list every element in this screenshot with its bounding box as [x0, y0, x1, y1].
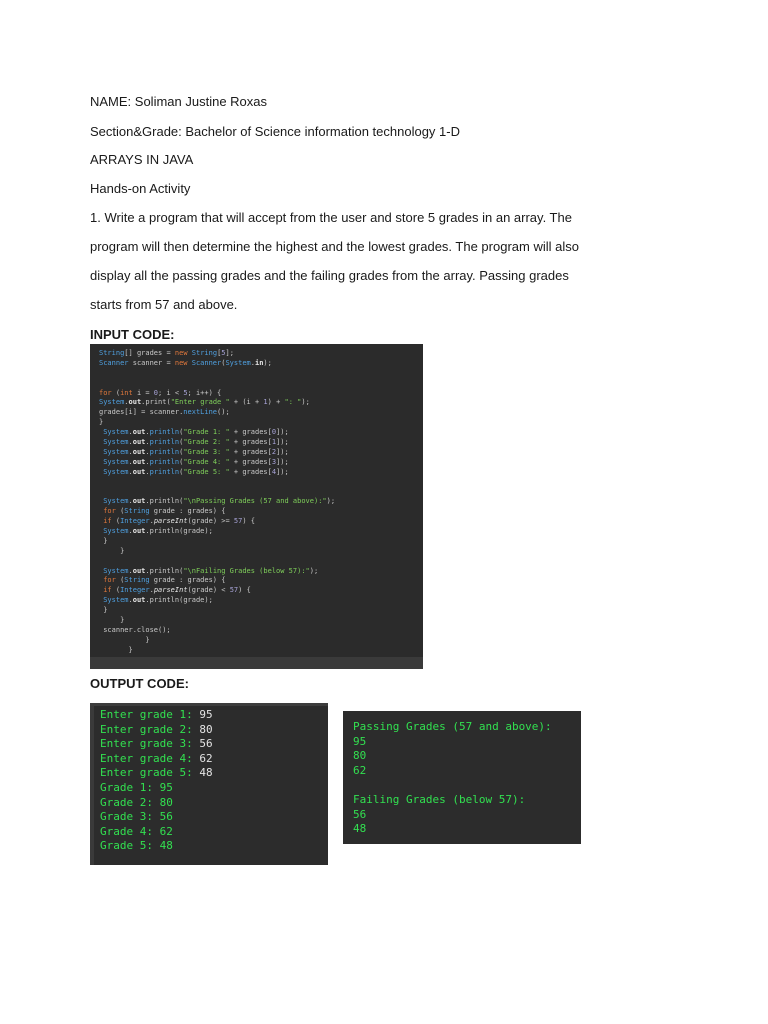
console-line-token: 56 [199, 737, 213, 751]
console-line [353, 778, 552, 793]
code-line-token: . [128, 457, 133, 466]
code-line [99, 596, 335, 606]
code-line-token: grade : grades) { [149, 507, 226, 516]
code-line-token: i = [136, 388, 154, 397]
console-line-token: 62 [199, 751, 213, 765]
console-line-token: 62 [353, 763, 367, 777]
code-line [99, 408, 335, 418]
code-line-token: 57 [233, 517, 243, 526]
console-line-token: Enter grade 4: [100, 751, 200, 765]
code-line-token: System [103, 566, 129, 575]
code-line-token: . [149, 517, 154, 526]
code-line-token: . [145, 457, 150, 466]
code-line-token: parseInt [153, 517, 188, 526]
code-line [99, 567, 335, 577]
console-line-token: Enter grade 5: [100, 766, 200, 780]
code-line-token: scanner.close(); [99, 625, 171, 634]
code-line-token: . [145, 527, 150, 536]
console-line-token: 95 [353, 734, 367, 748]
code-line-token: ]; [225, 349, 234, 357]
console-line-token: Enter grade 1: [100, 708, 200, 721]
code-line-token: ]); [276, 428, 289, 437]
code-line-token: "Grade 3: " [183, 447, 230, 456]
code-line-token: . [128, 527, 133, 536]
code-line-token: } [99, 546, 125, 555]
code-line-token: ]); [276, 457, 289, 466]
code-line [99, 458, 335, 468]
console-line-token: Grade 3: 56 [100, 810, 173, 824]
code-line-token: ) { [242, 517, 255, 526]
code-line-token: (grade) >= [187, 517, 234, 526]
code-line-token: 1 [271, 438, 277, 447]
code-line [99, 478, 335, 488]
code-line-token: + grades[ [229, 467, 272, 476]
console-line [100, 810, 213, 825]
code-line [99, 379, 335, 389]
code-line [99, 646, 335, 656]
code-line [99, 438, 335, 448]
code-line-token: System [103, 527, 129, 536]
console-line-token: Grade 2: 80 [100, 795, 173, 809]
console-line-token: 56 [353, 807, 367, 821]
console-line [100, 737, 213, 752]
code-line-token: ( [115, 586, 121, 595]
code-line-token: ( [120, 576, 125, 585]
code-line [99, 448, 335, 458]
code-line-token: } [99, 536, 108, 545]
code-line-token: ( [179, 428, 184, 437]
code-line-token: "Enter grade " [170, 398, 230, 407]
code-line-token: print( [145, 398, 171, 407]
code-line [99, 636, 335, 646]
editor-scrollbar [90, 657, 423, 669]
question-line: 1. Write a program that will accept from the user and store 5 grades in an array. The [90, 210, 572, 225]
code-listing [99, 349, 335, 656]
code-line [99, 557, 335, 567]
code-line-token: if [103, 586, 116, 595]
code-line-token: + grades[ [229, 428, 272, 437]
code-line-token: int [120, 388, 137, 397]
code-line-token: ); [309, 566, 319, 575]
code-line-token: out [132, 596, 146, 605]
code-line-token: new [174, 349, 192, 357]
code-line-token: 57 [229, 586, 239, 595]
code-line-token: + grades[ [229, 447, 272, 456]
console-line [100, 839, 213, 854]
code-line-token: [] [124, 349, 137, 357]
code-line-token: . [128, 596, 133, 605]
code-line-token: System [103, 428, 129, 437]
code-line [99, 517, 335, 527]
code-line-token: ]); [276, 467, 289, 476]
code-line-token: ) + [267, 398, 285, 407]
console-line [100, 781, 213, 796]
code-line-token: ( [179, 457, 184, 466]
code-line-token: ); [263, 358, 272, 367]
code-line-token: parseInt [153, 586, 188, 595]
code-line-token: } [99, 418, 104, 427]
code-line-token: "Grade 1: " [183, 428, 230, 437]
code-line-token: scanner = [128, 358, 175, 367]
code-line-token: ]); [276, 438, 289, 447]
code-line-token: ( [120, 507, 125, 516]
code-line-token: println(grade); [149, 596, 213, 605]
code-line-token: 0 [153, 388, 159, 397]
activity-title: Hands-on Activity [90, 181, 191, 196]
console-line-token: Grade 4: 62 [100, 824, 173, 838]
code-line-token: ; i++) { [187, 388, 222, 397]
console-output-left [90, 703, 328, 865]
code-line-token: nextLine [183, 408, 218, 417]
code-line-token: . [145, 566, 150, 575]
code-line-token: out [132, 457, 146, 466]
code-line-token: "Grade 4: " [183, 457, 230, 466]
console-line-token: 80 [199, 722, 213, 736]
code-line [99, 398, 335, 408]
code-line-token: . [124, 398, 129, 407]
code-line [99, 369, 335, 379]
code-line [99, 418, 335, 428]
code-line-token: ( [115, 517, 121, 526]
console-line-token: Enter grade 2: [100, 722, 200, 736]
code-line-token: out [132, 497, 146, 506]
code-line-token: . [128, 447, 133, 456]
console-line [100, 723, 213, 738]
code-line [99, 606, 335, 616]
code-line-token: ); [326, 497, 336, 506]
code-line-token: ); [301, 398, 310, 407]
code-line-token: (grade) < [187, 586, 230, 595]
code-line-token: 0 [271, 428, 277, 437]
code-line-token: System [103, 447, 129, 456]
code-line-token: ( [179, 447, 184, 456]
console-line-token: 95 [199, 708, 213, 721]
code-line [99, 349, 335, 359]
code-line-token: grades[i] = scanner. [99, 408, 184, 417]
code-line-token: . [145, 497, 150, 506]
code-line-token: "\nPassing Grades (57 and above):" [183, 497, 327, 506]
console-line-token: 48 [353, 822, 367, 836]
code-line-token: in [254, 358, 264, 367]
code-line [99, 616, 335, 626]
topic-title: ARRAYS IN JAVA [90, 152, 194, 167]
section-grade: Section&Grade: Bachelor of Science information technology 1-D [90, 124, 460, 139]
code-line-token: ( [221, 358, 226, 367]
code-line-token: String [124, 576, 150, 585]
code-line-token: out [132, 428, 146, 437]
console-line [353, 735, 552, 750]
code-line-token: . [128, 467, 133, 476]
code-line-token: . [145, 428, 150, 437]
code-line-token: . [128, 497, 133, 506]
code-line [99, 586, 335, 596]
code-line-token: . [250, 358, 255, 367]
code-line-token: System [103, 497, 129, 506]
input-code-screenshot [90, 344, 423, 669]
code-line [99, 497, 335, 507]
code-line-token: println [149, 438, 180, 447]
question-line: starts from 57 and above. [90, 297, 238, 312]
code-line-token: ( [179, 467, 184, 476]
code-line-token: (); [217, 408, 230, 417]
console-output-right [343, 711, 581, 844]
console-line [353, 822, 552, 837]
console-line [100, 752, 213, 767]
code-line [99, 428, 335, 438]
code-line-token: System [103, 467, 129, 476]
question-line: program will then determine the highest and the lowest grades. The program will also [90, 239, 579, 254]
code-line [99, 507, 335, 517]
code-line [99, 389, 335, 399]
code-line-token: ": " [284, 398, 302, 407]
code-line-token: } [99, 635, 150, 644]
code-line-token: } [99, 616, 125, 625]
code-line-token: grade : grades) { [149, 576, 226, 585]
code-line-token: . [145, 467, 150, 476]
code-line-token: for [99, 388, 116, 397]
question-line: display all the passing grades and the failing grades from the array. Passing grades [90, 268, 569, 283]
code-line-token: . [145, 438, 150, 447]
input-code-label: INPUT CODE: [90, 327, 175, 342]
console-line [353, 764, 552, 779]
code-line-token: grades [136, 349, 163, 357]
code-line-token: ; i < [158, 388, 184, 397]
code-line-token: . [128, 428, 133, 437]
code-line-token: for [103, 507, 121, 516]
console-lines [353, 720, 552, 837]
code-line-token: out [132, 438, 146, 447]
code-line-token: System [103, 596, 129, 605]
code-line-token: . [149, 586, 154, 595]
output-code-label: OUTPUT CODE: [90, 676, 189, 691]
code-line-token: for [103, 576, 121, 585]
code-line [99, 537, 335, 547]
console-line [100, 766, 213, 781]
code-line-token: out [132, 527, 146, 536]
console-lines [100, 708, 213, 854]
code-line-token: String [191, 349, 218, 357]
code-line-token: System [103, 438, 129, 447]
console-line [100, 708, 213, 723]
code-line-token: System [99, 398, 125, 407]
console-line-token: Enter grade 3: [100, 737, 200, 751]
code-line-token: } [99, 606, 108, 615]
code-line-token: println [149, 428, 180, 437]
code-line [99, 626, 335, 636]
code-line-token: + grades[ [229, 457, 272, 466]
code-line-token: . [141, 398, 146, 407]
console-line-token: Grade 1: 95 [100, 780, 173, 794]
code-line-token: ( [115, 388, 121, 397]
code-line-token: [ [217, 349, 222, 357]
console-line [353, 749, 552, 764]
code-line-token: Scanner [99, 358, 129, 367]
code-line-token: "Grade 5: " [183, 467, 230, 476]
console-line-token: Passing Grades (57 and above): [353, 720, 552, 733]
console-line [353, 808, 552, 823]
code-line-token: System [225, 358, 251, 367]
code-line-token: 4 [271, 467, 277, 476]
code-line-token: out [128, 398, 142, 407]
code-line-token: 2 [271, 447, 277, 456]
code-line-token: String [124, 507, 150, 516]
code-line-token: println [149, 467, 180, 476]
code-line-token: } [99, 645, 133, 654]
code-line-token: ) { [238, 586, 251, 595]
console-line-token: 80 [353, 749, 367, 763]
code-line-token: . [128, 438, 133, 447]
code-line-token: Integer [120, 586, 150, 595]
code-line-token: ( [179, 438, 184, 447]
code-line-token: out [132, 447, 146, 456]
code-line-token: println [149, 457, 180, 466]
code-line-token: String [99, 349, 125, 357]
code-line-token: Integer [120, 517, 150, 526]
code-line-token: = [162, 349, 175, 357]
code-line-token: System [103, 457, 129, 466]
console-line-token: Failing Grades (below 57): [353, 792, 526, 806]
console-line [100, 796, 213, 811]
console-line [353, 793, 552, 808]
code-line-token: + grades[ [229, 438, 272, 447]
code-line-token: . [145, 447, 150, 456]
code-line-token: 5 [183, 388, 188, 397]
code-line-token: "Grade 2: " [183, 438, 230, 447]
code-line-token: 3 [271, 457, 277, 466]
code-line-token: new [174, 358, 192, 367]
code-line-token: ]); [276, 447, 289, 456]
code-line-token: println( [149, 497, 184, 506]
code-line-token: "\nFailing Grades (below 57):" [183, 566, 310, 575]
code-line-token: out [132, 566, 146, 575]
code-line [99, 487, 335, 497]
code-line-token: println(grade); [149, 527, 213, 536]
code-line-token: 1 [263, 398, 268, 407]
code-line [99, 576, 335, 586]
code-line [99, 468, 335, 478]
code-line-token: out [132, 467, 146, 476]
code-line-token: if [103, 517, 116, 526]
console-line [100, 825, 213, 840]
code-line-token: . [145, 596, 150, 605]
console-line-token: 48 [199, 766, 213, 780]
code-line-token: println( [149, 566, 184, 575]
code-line-token: + (i + [229, 398, 264, 407]
code-line-token: 5 [221, 349, 226, 357]
student-name: NAME: Soliman Justine Roxas [90, 94, 268, 109]
console-line-token: Grade 5: 48 [100, 839, 173, 853]
code-line [99, 359, 335, 369]
code-line [99, 547, 335, 557]
code-line-token: . [128, 566, 133, 575]
console-line [353, 720, 552, 735]
code-line-token: println [149, 447, 180, 456]
code-line [99, 527, 335, 537]
code-line-token: Scanner [191, 358, 222, 367]
